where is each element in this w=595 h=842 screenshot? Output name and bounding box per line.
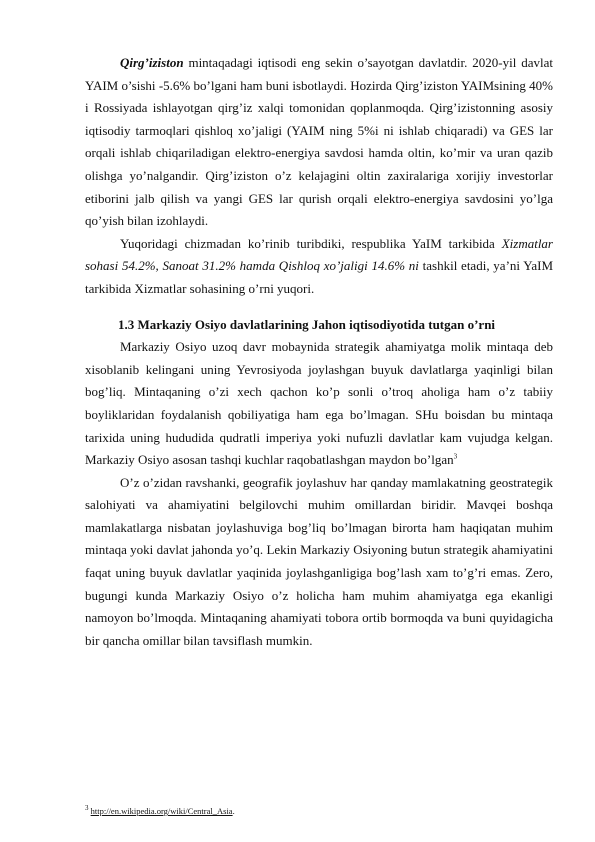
paragraph-central-asia xyxy=(85,336,553,472)
paragraph-kyrgyzstan xyxy=(85,52,553,233)
paragraph-text: mintaqadagi iqtisodi eng sekin o’sayotgan davlatdir. 2020-yil davlat YAIM o’sishi -5.6% bo’lgani ham buni isbotlaydi. Hozirda Qirg’iziston YAIMsining 40% i Rossiyada ishlayotgan qirg’iz xalqi tomonidan qoplanmoqda. Qirg’izistonning asosiy iqtisodiy tarmoqlari qishloq xo’jaligi (YAIM ning 5%i ni ishlab chiqaradi) va GES lar orqali ishlab chiqariladigan elektro-energiya savdosi hamda oltin, ko’mir va uran qazib olishga yo’nalgandir. Qirg’iziston o’z kelajagini oltin zaxiralariga xorijiy investorlar etiborini jalb qilish va yangi GES lar qurish orqali elektro-energiya savdosini yo’lga qo’yish bilan izohlaydi. xyxy=(85,55,553,229)
paragraph-geography xyxy=(85,472,553,653)
document-page xyxy=(85,52,553,652)
footnote-link[interactable]: http://en.wikipedia.org/wiki/Central_Asia xyxy=(90,806,233,816)
paragraph-lead: Yuqoridagi chizmadan ko’rinib turibdiki, respublika YaIM tarkibida xyxy=(120,235,502,251)
footnote-mark: 3 xyxy=(85,804,89,813)
footnote xyxy=(85,806,235,817)
paragraph-tail: tashkil etadi, ya’ni YaIM tarkibida Xizmatlar sohasining o’rni yuqori. xyxy=(85,258,554,296)
footnote-reference[interactable]: 3 xyxy=(453,452,458,461)
section-heading: 1.3 Markaziy Osiyo davlatlarining Jahon iqtisodiyotida tutgan o’rni xyxy=(118,316,496,332)
term-kyrgyzstan: Qirg’iziston xyxy=(120,55,184,70)
paragraph-text: O’z o’zidan ravshanki, geografik joylashuv har qanday mamlakatning geostrategik salohiyati va ahamiyatini belgilovchi muhim omillardan biridir. Mavqei boshqa mamlakatlarga nisbatan joylashuviga bog’liq bo’lmagan birorta ham haqiqatan muhim mintaqa yoki davlat jahonda yo’q. Lekin Markaziy Osiyoning butun strategik ahamiyatini faqat uning buyuk davlatlar yaqinida joylashganligiga bog’lash xam to’g’ri emas. Zero, bugungi kunda Markaziy Osiyo o’z holicha ham muhim ahamiyatga ega ekanligi namoyon bo’lmoqda. Mintaqaning ahamiyati tobora ortib bormoqda va buni quyidagicha bir qancha omillar bilan tavsiflash mumkin. xyxy=(85,474,553,648)
paragraph-gdp-structure xyxy=(85,233,553,301)
footnote-tail: . xyxy=(232,806,235,816)
gdp-shares-italic: Xizmatlar sohasi 54.2%, Sanoat 31.2% hamda Qishloq xo’jaligi 14.6% ni xyxy=(85,235,553,274)
paragraph-text: Markaziy Osiyo uzoq davr mobaynida strategik ahamiyatga molik mintaqa deb xisoblanib kelingani uning Yevrosiyoda joylashgan buyuk davlatlarga yaqinligi bilan bog’liq. Mintaqaning o’zi xech qachon ko’p sonli o’troq aholiga ham o’z tabiiy boyliklaridan foydalanish qobiliyatiga ham ega bo’lmagan. SHu boisdan bu mintaqa tarixida uning hududida qudratli imperiya yoki nufuzli davlatlar kam vujudga kelgan. Markaziy Osiyo asosan tashqi kuchlar raqobatlashgan maydon bo’lgan xyxy=(85,339,553,468)
